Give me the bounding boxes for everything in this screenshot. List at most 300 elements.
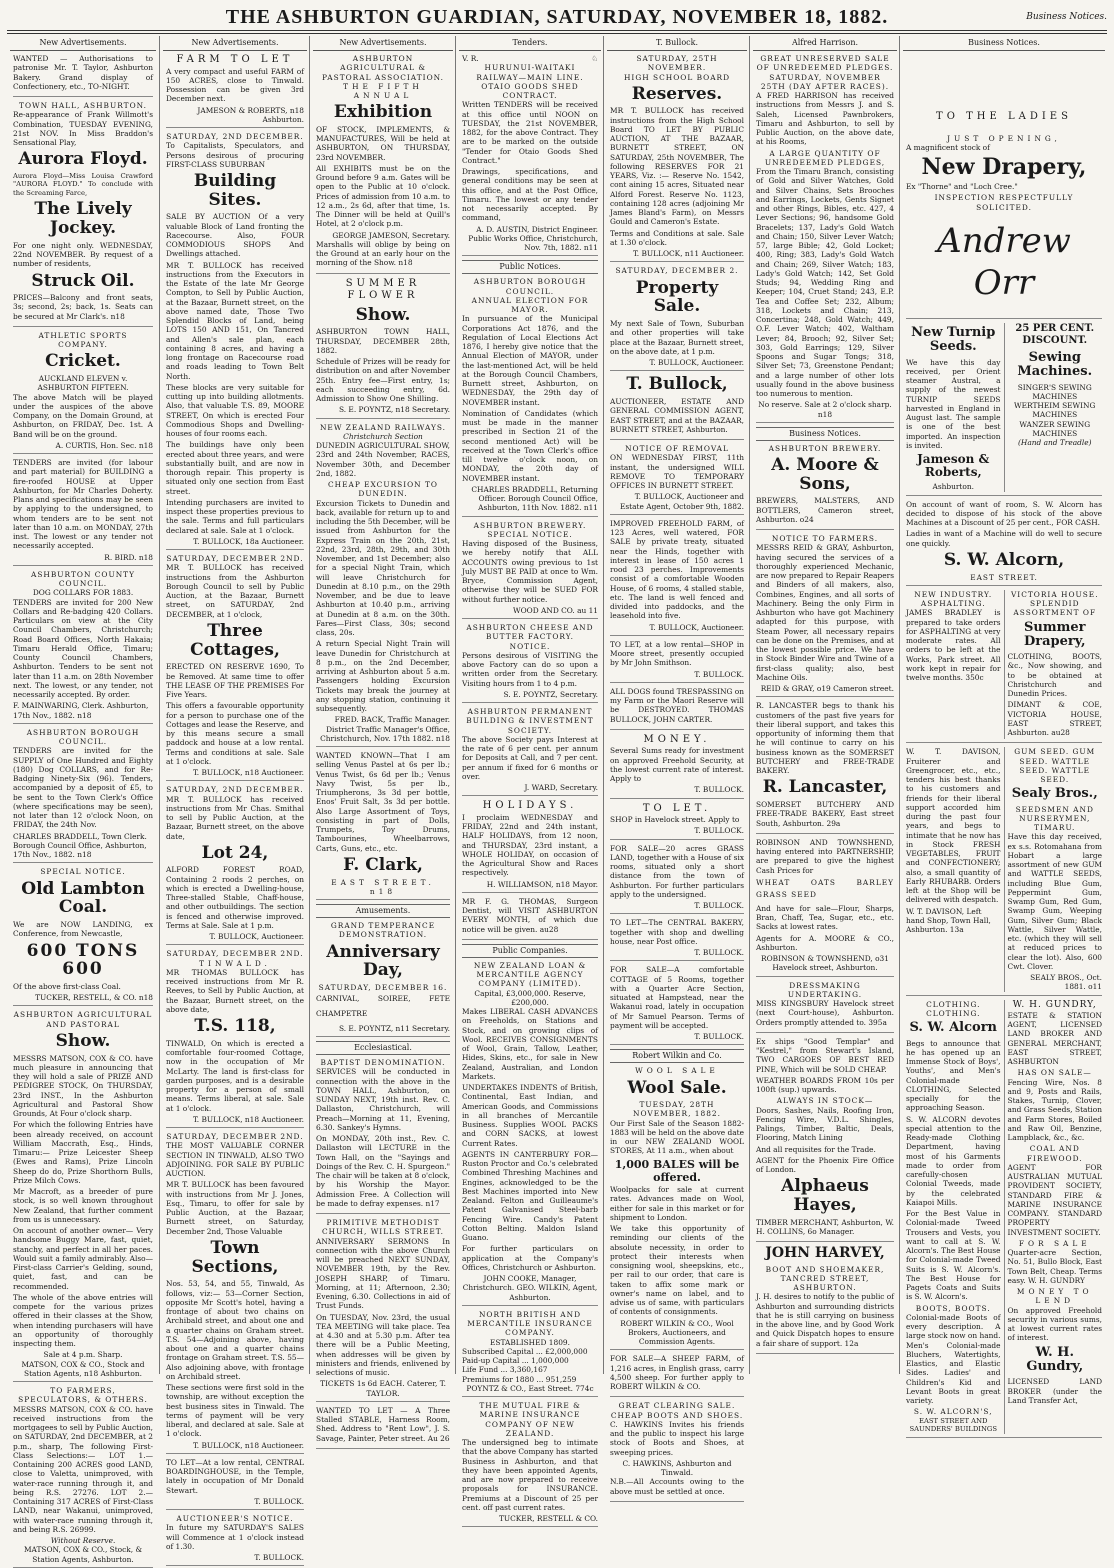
advert-text: WANZER SEWING MACHINES	[1019, 419, 1091, 438]
finance-row: Paid-up Capital ... 1,000,000	[462, 1356, 569, 1365]
advert-text: Intending purchasers are invited to inspect these properties previous to the sale. Terms and full particulars declared at sale. Sale at 1 o'clock.	[166, 497, 304, 535]
advert-heading: HOLIDAYS.	[482, 800, 578, 812]
advert-clark	[316, 751, 450, 900]
advert-text: Quarter-acre Section, No. 51, Bullo Block, East Town Belt, Cheap. Terms easy. W. H. GUNDRY	[1007, 1248, 1102, 1285]
advert-text: UNDERTAKES INDENTS of British, Continental, East Indian, and American Goods, and Commissions in all branches of Mercantile Business. Supplies WOOL PACKS and CORN SACKS, at lowest Current Rates.	[462, 1083, 598, 1148]
advert-signatory: T. BULLOCK.	[694, 785, 744, 795]
advert-text: EAST STREET.	[970, 572, 1038, 582]
advert-text: Fencing Wire, Nos. 8 and 9, Posts and Rails, Stakes, Turnip, Clover, and Grass Seeds, Station and Farm Stores, Boiled and Raw Oil, Benzine, Lampblack, &c., &c.	[1007, 1077, 1102, 1143]
advert-heading: TO FARMERS, SPECULATORS, & OTHERS.	[18, 1386, 148, 1405]
advert-date: SATURDAY, DECEMBER 16.	[318, 982, 448, 992]
advert-text: SERVICES will be conducted in connection with the above in the TOWN HALL, Ashburton, on SUNDAY NEXT, 19th inst. Rev. C. Dallaston, Christchurch, will Preach—Morning at 11, Evening, 6.30. Sankey's Hymns.	[316, 1067, 450, 1132]
advert-town-sections	[166, 1132, 304, 1454]
advert-text: ASHBURTON TOWN HALL, THURSDAY, DECEMBER 28th, 1882.	[316, 327, 450, 355]
finance-row: Life Fund ... 3,360,167	[462, 1365, 548, 1375]
advert-text: WANTED — Authorisations to patronise Mr. T. Taylor, Ashburton Bakery. Grand display of Confectionery, etc., TO-NIGHT.	[13, 54, 153, 91]
advert-railways	[316, 423, 450, 748]
advert-text: These blocks are very suitable for cutting up into building allotments. Also, that valuable T.S. 89, MOORE STREET, On which is erected Four Commodious Shops and Dwelling-houses of four rooms each.	[166, 382, 304, 439]
advert-text: Mr Macroft, as a breeder of pure stock, is so well known throughout New Zealand, that further comment from us is unnecessary.	[13, 1187, 153, 1224]
advert-sheep-farm	[610, 1354, 744, 1397]
advert-signatory: ROBINSON & TOWNSHEND, o31 Havelock street, Ashburton.	[761, 954, 889, 973]
advert-title: Jameson & Roberts,	[917, 452, 990, 480]
advert-central-bakery	[610, 918, 744, 961]
advert-subheading: A LARGE QUANTITY OF UNREDEEMED PLEDGES,	[764, 148, 886, 167]
advert-signatory: S. E. POYNTZ, Secretary.	[503, 689, 598, 699]
advert-title: T. Bullock,	[626, 374, 728, 395]
advert-text: TENDERS are invited for 200 New Collars and Re-badging 420 Collars. Particulars on view at the City Council Chambers, Christchurch; Road Board Offices, North Hakaia; Timaru Herald Office, Timaru; County Council Chambers, Ashburton. Tenders to be sent not later than 11 a.m. on 28th November next. The lowest, or any tender, not necessarily accepted. By order.	[13, 597, 153, 700]
advert-signatory: JAMESON & ROBERTS, n18 Ashburton.	[197, 105, 304, 124]
advert-red-pine	[756, 1037, 894, 1242]
advert-text: Ladies in want of a Machine will do well to secure one quickly.	[906, 529, 1102, 548]
advert-text: Of the above first-class Coal.	[13, 981, 121, 991]
advert-title: Town Sections,	[191, 1237, 279, 1277]
advert-text: From the Timaru Branch, consisting of Gold and Silver Watches, Gold and Silver Chains, Sets Brooches and Earrings, Lockets, Gents Signet and other Rings, Bibles, etc. 427, 4 Lever Sections; 96, handsome Gold Bracelets; 137, Lady's Gold Watch and Chain; 150, Silver Lever Watch; 57, large Bible; 42, Gold Locket; 400, Ring; 383, Lady's Gold Watch and Chain; 269, Silver Watch; 183, Lady's Gold Watch; 142, Set Gold Studs; 94, Wedding Ring and Keeper; 104, Cruet Stand; 243, E.P. Tea and Coffee Set; 232, Album; 318, Lockets and Chain; 213, Concertina; 248, Gold Watch; 449, O.F. Lever Watch; 402, Waltham Lever; 84, Brooch; 92, Silver Set; 303, Gold Earrings; 129, Silver Spoons and Sugar Tongs; 318, Silver Set; 73, Greenstone Pendant; and a large number of other lots usually found in the above business too numerous to mention.	[756, 167, 894, 398]
advert-title: JOHN HARVEY,	[765, 1245, 885, 1262]
advert-text: A very compact and useful FARM of 150 ACRES, close to Tinwald. Possession can be given 3rd December next.	[166, 66, 304, 104]
advert-heading: GREAT UNRESERVED SALE OF UNREDEEMED PLEDGES.	[756, 54, 894, 73]
advert-text: ON WEDNESDAY FIRST, 11th instant, the undersigned WILL REMOVE TO TEMPORARY OFFICES IN BURNETT STREET.	[610, 453, 744, 490]
advert-signatory: ROBERT WILKIN & CO., Wool Brokers, Auctioneers, and Commission Agents.	[620, 1318, 734, 1347]
crest-letters: V. R.	[462, 54, 479, 63]
advert-text: Makes LIBERAL CASH ADVANCES on Freeholds, on Stations and Stock, and on growing clips of Wool. RECEIVES CONSIGNMENTS of Wool, Grain, Tallow, Leather, Hides, Skins, etc., for sale in New Zealand, Australian, and London Markets.	[462, 1007, 598, 1081]
advert-text: In future my SATURDAY'S SALES will Commence at 1 o'clock instead of 1.30.	[166, 1523, 304, 1551]
advert-text: AGENT FOR AUSTRALIAN MUTUAL PROVIDENT SOCIETY, STANDARD FIRE & MARINE INSURANCE COMPANY. STANDARD PROPERTY INVESTMENT SOCIETY.	[1007, 1162, 1102, 1237]
advert-text: TIMBER MERCHANT, Ashburton, W. H. COLLINS, 6o Manager.	[756, 1217, 894, 1237]
advert-t-bullock	[610, 375, 744, 440]
column-heading: New Advertisements.	[10, 36, 156, 51]
advert-text: In pursuance of the Municipal Corporations Act 1876, and the Regulation of Local Elections Act 1876, I hereby give notice that the Annual Election of MAYOR, under the last-mentioned Act, will be held at the Borough Council Chambers, Burnett street, Ashburton, on WEDNESDAY, the 29th day of NOVEMBER instant.	[462, 314, 598, 407]
advert-subheading: Christchurch Section	[343, 431, 423, 441]
advert-pledges	[756, 54, 894, 423]
column-heading: Business Notices.	[903, 36, 1105, 51]
advert-split-row	[906, 323, 1102, 496]
advert-heading: NORTH BRITISH AND MERCANTILE INSURANCE COMPANY.	[467, 1309, 593, 1338]
advert-title: Old Lambton Coal.	[21, 878, 145, 918]
section-heading: Robert Wilkin and Co.	[610, 1049, 744, 1063]
advert-date: SATURDAY, DECEMBER 2.	[615, 266, 739, 276]
advert-text: For further particulars on application at the Company's Offices, Christchurch or Ashburton.	[462, 1244, 598, 1272]
finance-row: Subscribed Capital ... £2,000,000	[462, 1346, 588, 1356]
advert-text: A FRED HARRISON has received instructions from Messrs J. and S. Saleh, Licensed Pawnbrokers, Timaru and Ashburton, to sell by Public Auction, on the above date, at his Rooms,	[756, 91, 894, 147]
advert-signatory: FRED. BACK, Traffic Manager. District Traffic Manager's Office, Christchurch, Nov. 17th 1882. n18	[320, 715, 450, 743]
advert-money	[610, 734, 744, 799]
advert-text: Nos. 53, 54, and 55, Tinwald, As follows, viz:— 53—Corner Section, opposite Mr Scott's hotel, having a frontage of about two chains on Archibald street, and about one and a quarter chains on Graham street. T.S. 54—Adjoining above, having about one and a quarter chains frontage on Graham street. T.S. 55—Also adjoining above, with frontage on Archibald street.	[166, 1279, 304, 1381]
advert-text: JAMES BRADLEY is prepared to take orders for ASPHALTING at very moderate rates. All orders to be left at the Works, Park street. All work kept in repair for twelve months. 350c	[906, 608, 1001, 683]
advert-text: WEATHER BOARDS FROM 10s per 100ft (sup.) upwards.	[756, 1075, 894, 1095]
advert-title: Reserves.	[631, 83, 723, 104]
advert-signatory: CHARLES BRADDELL, Returning Officer. Borough Council Office, Ashburton, 11th Nov. 1882. n11	[471, 484, 598, 513]
advert-text: MR T. BULLOCK has received instructions from the Executors in the Estate of the late Mr George Compton, to Sell by Public Auction, at the Bazaar, Burnett street, on the above named date, Those Two Splendid Blocks of Land, being LOTS 150 AND 151, On Tancred and Allen's sale plan, each containing 8 acres, and having a long frontage on Racecourse road and roads leading to Town Belt North.	[166, 260, 304, 381]
advert-cheese-factory	[462, 623, 598, 703]
signature-andrew-orr: Andrew Orr	[937, 220, 1071, 304]
advert-text: MISS KINGSBURY Havelock street (next Court-house), Ashburton. Orders promptly attended to. 395a	[756, 999, 894, 1027]
advert-property-sale	[610, 266, 744, 371]
advert-subheading: BOOTS, BOOTS.	[915, 1303, 991, 1313]
advert-heading: NEW INDUSTRY. ASPHALTING.	[914, 589, 993, 609]
advert-text: PRICES—Balcony and front seats, 3s; second, 2s; back, 1s. Seats can be secured at Mr Clark's. n18	[13, 293, 153, 321]
advert-lot-24	[166, 785, 304, 945]
advert-text: MR T. BULLOCK has received instructions from the High School Board TO LET BY PUBLIC AUCTION, AT THE BAZAAR, BURNETT STREET, ON SATURDAY, 25th NOVEMBER, The following RESERVES FOR 21 YEARS, Viz. :— Reserve No. 1542, cont aining 15 acres, Situated near Alford Forest. Reserve No. 1123, containing 128 acres (adjoining Mr James Bland's Farm), on Messrs Gould and Cameron's Estate.	[610, 106, 744, 227]
advert-borough-council	[13, 728, 153, 864]
advert-text: ANNIVERSARY SERMONS In connection with the above Church will be preached NEXT SUNDAY, NOVEMBER 19th, by the Rev. JOSEPH SHARP, of Timaru. Morning, at 11; Afternoon, 2.30; Evening, 6.30. Collections in aid of Trust Funds.	[316, 1236, 450, 1311]
advert-title: Summer Drapery,	[1023, 619, 1086, 649]
advert-heading: ASHBURTON PERMANENT BUILDING & INVESTMENT SOCIETY.	[466, 707, 594, 735]
advert-dentist	[462, 897, 598, 940]
advert-title: Building Sites.	[193, 171, 277, 210]
advert-heading: FARM TO LET	[176, 54, 294, 65]
advert-methodist	[316, 1218, 450, 1402]
advert-coal	[13, 867, 153, 1006]
advert-signatory: MATSON, COX & CO., Stock and Station Agents, n18 Ashburton.	[21, 1359, 145, 1378]
advert-date: SATURDAY, DECEMBER 2ND.	[166, 949, 304, 959]
advert-text: The buildings have only been erected about three years, and were substantially built, and are now in thorough repair. This property is situated only one section from East street.	[166, 440, 304, 496]
advert-signatory: A. CURTIS, Hon. Sec. n18	[55, 440, 153, 450]
masthead	[7, 6, 1107, 28]
advert-text: We take this opportunity of reminding our clients of the absolute necessity, in order to protect their interests when consigning wool, sheepskins, etc., per rail to our order, that care is taken to affix some mark or owner's name on label, and to advise us of same, with particulars of contents of consignments.	[610, 1224, 744, 1317]
advert-text: S. W. ALCORN devotes special attention to the Ready-made Clothing Department, having most of his Garments made to order from carefully-chosen Colonial Tweeds, made by the celebrated Kaiapoi Mills.	[906, 1114, 1001, 1207]
advert-signatory: REID & GRAY, o19 Cameron street.	[760, 684, 894, 694]
advert-subheading: SPLENDID ASSORTMENT OF	[1013, 599, 1097, 618]
advert-auctioneer-notice	[166, 1514, 304, 1566]
advert-text: All EXHIBITS must be on the Ground before 9 a.m. Gates will be open to the Public at 10 o'clock. Prices of admission from 10 a.m. to 12 a.m., 2s 6d, after that time, 1s. The Dinner will be held at Quill's Hotel, at 2 o'clock p.m.	[316, 163, 450, 229]
advert-heading: NOTICE TO FARMERS.	[771, 534, 879, 544]
column-heading: New Advertisements.	[313, 36, 453, 51]
advert-heading: NEW ZEALAND LOAN & MERCANTILE AGENCY COMPANY (LIMITED).	[473, 960, 587, 989]
advert-lancaster	[756, 701, 894, 833]
advert-text: I proclaim WEDNESDAY and FRIDAY, 22nd and 24th instant, HALF HOLIDAYS, from 12 noon, and THURSDAY, 23rd instant, a WHOLE HOLIDAY, on occasion of the Agricultural Show and Races respectively.	[462, 812, 598, 878]
advert-signatory: T. BULLOCK.	[694, 669, 744, 679]
advert-signatory: T. BULLOCK, Auctioneer.	[649, 358, 744, 368]
advert-text: And have for sale—Flour, Sharps, Bran, Chaff, Tea, Sugar, etc., etc. Sacks at lowest rates.	[756, 903, 894, 932]
advert-clearing-sale	[610, 1401, 744, 1502]
advert-signatory: T. BULLOCK.	[694, 901, 744, 910]
advert-split-row-2	[906, 590, 1102, 744]
advert-farmers	[13, 1386, 153, 1568]
advert-asphalting	[906, 590, 1005, 740]
advert-text: No reserve. Sale at 2 o'clock sharp. n18	[758, 400, 892, 419]
advert-wool-sale	[610, 1066, 744, 1350]
advert-text: Have this day received, ex s.s. Rotomahana from Hobart a large assortment of new GUM and WATTLE SEEDS, including Blue Gum, Peppermint Gum, Swamp Gum, Red Gum, Swamp Gum, Weeping Gum, Silver Gum; Black Wattle, Silver Wattle, etc. (which they will sell at reduced prices to clear the lot). Also, 600 Cwt. Clover.	[1007, 832, 1102, 971]
advert-signatory: S. E. POYNTZ, n18 Secretary.	[338, 405, 450, 415]
crest-icon: ♘	[591, 54, 598, 63]
advert-date: SATURDAY, 25TH NOVEMBER.	[636, 54, 718, 73]
advert-text: On account of want of room, S. W. Alcorn has decided to dispose of his stock of the above Machines at a Discount of 25 per cent., FOR CASH.	[906, 499, 1102, 528]
advert-text: On account of another owner— Very handsome Buggy Mare, fast, quiet, stanchy, and perfect in all her paces. Would suit a family admirably. Also— First-class Carrier's Gelding, sound, quiet, fast, and can be recommended.	[13, 1226, 153, 1291]
advert-subheading: DOG COLLARS FOR 1883.	[32, 588, 134, 598]
advert-subheading: THE FIFTH ANNUAL	[343, 81, 423, 100]
advert-text: THE MOST VALUABLE CORNER SECTION IN TINWALD, ALSO TWO ADJOINING. FOR SALE BY PUBLIC AUCTION.	[166, 1141, 304, 1179]
advert-heading: VICTORIA HOUSE.	[1010, 589, 1099, 599]
advert-signatory: C. HAWKINS, Ashburton and Tinwald.	[622, 1458, 732, 1478]
advert-text: Ex "Thorne" and "Loch Cree."	[906, 182, 1018, 192]
advert-andrew-orr	[906, 111, 1102, 319]
advert-subheading: ESTABLISHED 1809.	[490, 1337, 570, 1347]
advert-signatory: JOHN COOKE, Manager, Christchurch. GEO. WILKIN, Agent, Ashburton.	[462, 1274, 598, 1302]
advert-title: New Drapery,	[921, 154, 1087, 180]
advert-text: Aurora Floyd—Miss Louisa Crawford "AURORA FLOYD." To conclude with the Screaming Farce,	[13, 171, 153, 197]
crest-row	[462, 54, 598, 63]
advert-text: SINGER'S SEWING MACHINES	[1017, 382, 1092, 401]
advert-signatory: F. MAINWARING, Clerk. Ashburton, 17th Nov., 1882. n18	[13, 701, 149, 720]
advert-gundry	[1005, 1000, 1103, 1434]
section-heading: Amusements.	[316, 904, 450, 918]
advert-subheading: BOOT AND SHOEMAKER, TANCRED STREET, ASHBURTON.	[765, 1264, 885, 1293]
advert-heading: TO THE LADIES	[936, 111, 1072, 122]
advert-heading: AUCTIONEER'S NOTICE.	[176, 1514, 294, 1523]
advert-title: S. W. Alcorn,	[943, 549, 1065, 570]
advert-title: Sealy Bros.,	[1011, 786, 1098, 802]
advert-subheading: INSPECTION RESPECTFULLY SOLICITED.	[934, 193, 1074, 212]
advert-heading: ASHBURTON COUNTY COUNCIL.	[31, 569, 135, 589]
column-heading: Tenders.	[459, 36, 601, 51]
play-title: Struck Oil.	[31, 270, 135, 291]
advert-text: TO LET—At a low rental, CENTRAL BOARDINGHOUSE, in the Temple, lately in occupation of Mr Donald Stewart.	[166, 1457, 304, 1495]
advert-text: Drawings, specifications, and general conditions may be seen at this office, and at the Post Office, Timaru. The lowest or any tender not necessarily accepted. By command,	[462, 167, 598, 223]
advert-signatory: CHARLES BRADDELL, Town Clerk. Borough Council Office, Ashburton, 17th Nov., 1882. n18	[13, 831, 147, 860]
advert-text: Our First Sale of the Season 1882-1883 will be held on the above date in our NEW ZEALAND WOOL STORES, At 11 a.m., when about	[610, 1118, 744, 1156]
advert-date: TUESDAY, 28TH NOVEMBER, 1882.	[633, 1100, 721, 1119]
advert-holidays	[462, 800, 598, 893]
advert-text: FOR SALE—A comfortable COTTAGE of 5 Rooms, together with a Quarter Acre Section, situated at Hampstead, near the Wakanui road, lately in occupation of Mr Samuel Pearson. Terms of payment will be accepted.	[610, 965, 744, 1030]
advert-date: SATURDAY, NOVEMBER 25TH (DAY AFTER RACES).	[760, 72, 890, 91]
advert-heading: THE MUTUAL FIRE & MARINE INSURANCE COMPANY OF NEW ZEALAND.	[479, 1401, 581, 1438]
advert-bakery	[13, 54, 153, 97]
advert-heading: MONEY TO LEND	[1016, 1287, 1093, 1306]
newspaper-title: THE ASHBURTON GUARDIAN, SATURDAY, NOVEMBER 18, 1882.	[225, 6, 889, 28]
advert-exhibition	[316, 54, 450, 274]
advert-text: MR T. BULLOCK has received instructions from Mr Chas. Smithal to sell by Public Auction, at the Bazaar, Burnett street, on the above date,	[166, 794, 304, 841]
advert-cricket	[13, 331, 153, 454]
advert-date: SATURDAY, 2ND DECEMBER.	[166, 785, 304, 795]
advert-split-row-3	[906, 747, 1102, 995]
advert-baptist	[316, 1058, 450, 1214]
advert-text: TENDERS are invited (for labour and part material) for BUILDING a fire-roofed HOUSE at Upper Ashburton, for Mr Charles Doherty. Plans and specifications may be seen by applying to the undersigned, to whom tenders are to be sent not later than 10 a.m. on MONDAY, 27th inst. The lowest or any tender not necessarily accepted.	[13, 458, 153, 551]
column-6	[749, 36, 900, 1374]
advert-reid-gray	[756, 534, 894, 697]
advert-text: MESSRS MATSON, COX & CO. have received instructions from the mortgagees to sell by Public Auction, on SATURDAY, 2nd DECEMBER, at 2 p.m., sharp, The following First-Class Selections:— LOT 1.—Containing 200 ACRES good LAND, close to Valetta, unimproved, with water-race running through it, and being R.S. 27276. LOT 2.—Containing 317 ACRES of First-Class LAND, near Wakanui, unimproved, with water-race running through it, and being R.S. 26999.	[13, 1404, 153, 1534]
advert-subheading: ALWAYS IN STOCK—	[776, 1096, 874, 1106]
advert-text: MESSRS MATSON, COX & CO. have much pleasure in announcing that they will hold a sale of PRIZE AND PEDIGREE STOCK, On THURSDAY, 23rd INST., In the Ashburton Agricultural and Pastoral Show Grounds, At Four o'clock sharp.	[13, 1053, 153, 1119]
advert-text: For one night only. WEDNESDAY, 22nd NOVEMBER. By request of a number of residents,	[13, 240, 153, 269]
advert-heading: ATHLETIC SPORTS COMPANY.	[38, 330, 128, 350]
advert-text: N.B.—All Accounts owing to the above must be settled at once.	[610, 1477, 744, 1496]
advert-north-british	[462, 1310, 598, 1397]
advert-title: A. Moore & Sons,	[771, 455, 879, 494]
advert-text: Marshalls will oblige by being on the Ground at an early hour on the morning of the Show. n18	[316, 239, 450, 268]
advert-text: WANTED TO LET — A Three Stalled STABLE, Harness Room, Shed. Address to "Rent Low", J. S. Savage, Painter, Peter street. Au 26	[316, 1405, 450, 1443]
advert-building-society	[462, 707, 598, 796]
advert-building-sites	[166, 132, 304, 550]
advert-signatory: WOOD AND CO. au 11	[513, 605, 598, 615]
advert-text: OF STOCK, IMPLEMENTS, & MANUFACTURES, Will be held at ASHBURTON, ON THURSDAY, 23rd NOVEMBER.	[316, 124, 450, 162]
advert-alcorn-machines	[906, 500, 1102, 586]
advert-signatory: SEALY BROS., Oct. 1881. o11	[1030, 973, 1102, 992]
advert-signatory: T. BULLOCK, 18a Auctioneer.	[193, 536, 304, 546]
advert-text: TO LET—The CENTRAL BAKERY, together with shop and dwelling house, near Post office.	[610, 918, 744, 946]
advert-signatory: TUCKER, RESTELL, & CO. n18	[35, 993, 153, 1003]
advert-john-harvey	[756, 1246, 894, 1354]
advert-signatory: A. D. AUSTIN, District Engineer. Public Works Office, Christchurch, Nov. 7th, 1882. n11	[468, 224, 598, 252]
advert-signatory: MATSON, COX & CO., Stock, & Station Agents, Ashburton.	[23, 1545, 143, 1564]
advert-text: EAST STREET AND SAUNDERS' BUILDINGS	[909, 1416, 998, 1434]
advert-heading: GRAND TEMPERANCE DEMONSTRATION.	[330, 921, 436, 940]
advert-text: Agents for A. MOORE & CO., Ashburton.	[756, 933, 894, 952]
advert-text: TO LET, at a low rental—SHOP in Moore street, presently occupied by Mr John Smithson.	[610, 639, 744, 668]
section-heading: Business Notices.	[756, 427, 894, 441]
advert-heading: 25 PER CENT. DISCOUNT.	[1015, 322, 1095, 347]
advert-title: Cricket.	[45, 351, 121, 372]
advert-heading: NOTICE OF REMOVAL	[625, 444, 729, 453]
advert-text: The undersigned beg to intimate that the above Company has started Business in Ashburton, and that they have been appointed Agents, and are now prepared to receive proposals for INSURANCE. Premiums at a Discount of 25 per cent. off past current rates.	[462, 1438, 599, 1512]
advert-text: Several Sums ready for investment on approved Freehold Security, at the lowest current rate of interest. Apply to	[610, 746, 744, 783]
advert-agricultural-show	[13, 1010, 153, 1382]
advert-date: SATURDAY, DECEMBER 2ND.	[166, 554, 304, 564]
advert-loan-agency	[462, 961, 598, 1306]
advert-subheading: Capital, £3,000,000. Reserve, £200,000.	[474, 988, 586, 1007]
advert-text: ERECTED ON RESERVE 1690, To be Removed. At same time to offer THE LEASE OF THE PREMISES For Five Years.	[166, 662, 304, 699]
advert-text: The whole of the above entries will compete for the various prizes offered in their classes at the Show, when intending purchasers will have an opportunity of thoroughly inspecting them.	[13, 1292, 153, 1349]
advert-heading: ASHBURTON BREWERY.	[473, 520, 587, 530]
advert-text: Re-appearance of Frank Willmott's Combination, TUESDAY EVENING, 21st NOV. In Miss Braddon's Sensational Play,	[13, 110, 153, 147]
advert-text: R. LANCASTER begs to thank his customers of the past five years for their liberal support, and takes this opportunity of informing them that he will continue to carry on his business known as the SOMERSET BUTCHERY and FREE-TRADE BAKERY.	[756, 701, 894, 776]
section-heading: Ecclesiastical.	[316, 1041, 450, 1055]
advert-title: R. Lancaster,	[762, 777, 888, 798]
column-3	[309, 36, 456, 1443]
column-7	[899, 36, 1108, 1434]
advert-heading: CLOTHING. CLOTHING.	[926, 999, 981, 1018]
advert-text: We have this day received, per Orient steamer Austral, a supply of the newest TURNIP SEEDS harvested in England in August last. The sample is one of the best imported. An inspection is invited.	[906, 357, 1001, 450]
advert-signatory: T. BULLOCK, n11 Auctioneer.	[632, 249, 744, 259]
advert-text: CARNIVAL, SOIREE, FETE CHAMPETRE	[316, 994, 450, 1018]
advert-title: Wool Sale.	[627, 1077, 727, 1098]
advert-heading: TOWN HALL, ASHBURTON.	[19, 101, 147, 110]
advert-text: TENDERS are invited for the SUPPLY of One Hundred and Eighty (180) Dog COLLARS, and for Re-Badging Ninety-Six (96). Tenders, accompanied by a deposit of £5, to be sent to the Town Clerk's Office (where specifications may be seen), not later than 12 o'clock Noon, on FRIDAY, the 24th Nov.	[13, 746, 153, 830]
advert-text: LICENSED LAND BROKER (under the Land Transfer Act,	[1007, 1377, 1102, 1405]
advert-title: Lot 24,	[201, 842, 269, 863]
advert-robinson-townshend	[756, 838, 894, 977]
advert-signatory: T. BULLOCK, Auctioneer and Estate Agent, October 9th, 1882.	[619, 492, 744, 511]
advert-text: J. H. desires to notify to the public of Ashburton and surrounding districts that he is still carrying on business in the above line, and by Good Work and Quick Dispatch hopes to ensure a fair share of support. 12a	[756, 1292, 894, 1348]
advert-heading: HURUNUI-WAITAKI RAILWAY—MAIN LINE.	[476, 63, 584, 82]
advert-title: Exhibition	[333, 102, 433, 123]
advert-signatory: S. W. ALCORN'S,	[913, 1407, 993, 1417]
advert-signatory: H. WILLIAMSON, n18 Mayor.	[486, 879, 598, 889]
advert-subheading: SPECIAL NOTICE.	[487, 529, 573, 539]
advert-clothing	[906, 1000, 1005, 1434]
advert-heading: ASHBURTON BREWERY.	[768, 443, 882, 453]
advert-signatory: DIMANT & COE, VICTORIA HOUSE, EAST STREET, Ashburton. au28	[1007, 700, 1102, 738]
masthead-section-label: Business Notices.	[1026, 12, 1107, 22]
advert-mayor-election	[462, 277, 598, 516]
advert-heading: GREAT CLEARING SALE. CHEAP BOOTS AND SHOES.	[610, 1401, 744, 1420]
advert-signatory: T. BULLOCK, Auctioneer.	[209, 932, 304, 942]
advert-subheading: OTAIO GOODS SHED CONTRACT.	[481, 81, 579, 100]
advert-date: SATURDAY, DECEMBER 2ND.	[166, 1132, 304, 1142]
advert-text: ROBINSON AND TOWNSHEND, having entered into PARTNERSHIP, are prepared to give the highest Cash Prices for	[756, 837, 894, 875]
advert-subheading: CHEAP EXCURSION TO DUNEDIN.	[328, 480, 438, 499]
advert-signatory: POYNTZ & CO., East Street. 774c	[466, 1383, 594, 1393]
advert-text: WERTHEIM SEWING MACHINES	[1014, 401, 1096, 420]
advert-heading: FOR SALE	[1018, 1238, 1091, 1248]
advert-flower-show	[316, 278, 450, 419]
advert-text: Sale at 4 p.m. Sharp.	[43, 1350, 123, 1360]
advert-signatory: T. BULLOCK, n18 Auctioneer.	[192, 1440, 304, 1450]
advert-text: AGENT for the Phoenix Fire Office of London.	[756, 1155, 894, 1175]
play-title: The Lively Jockey.	[34, 199, 132, 239]
advert-text: Written TENDERS will be received at this office until NOON on TUESDAY, the 21st NOVEMBER, 1882, for the above Contract. They are to be marked on the outside "Tender for Otaio Goods Shed Contract."	[462, 100, 598, 165]
advert-shop-to-let	[610, 640, 744, 683]
advert-text: SALE BY AUCTION Of a very valuable Block of Land fronting the Racecourse. Also, FOUR COMMODIOUS SHOPS And Dwellings attached.	[166, 212, 304, 259]
advert-text: C. HAWKINS Invites his friends and the public to inspect his large stock of Boots and Shoes, at sweeping prices.	[610, 1419, 744, 1457]
section-heading: Public Notices.	[462, 260, 598, 274]
advert-brewery-notice	[462, 521, 598, 620]
advert-text: On approved Freehold security in various sums, at lowest current rates of interest.	[1007, 1305, 1102, 1343]
advert-signatory: T. BULLOCK.	[694, 1032, 744, 1041]
advert-text: Colonial-made Boots of every description. A large stock now on hand. Men's Colonial-made Bluchers, Watertights, Elastics, and Elastic Sides. Ladies' and Children's Kid and Levant Boots in great variety.	[906, 1312, 1001, 1406]
advert-subheading: NOTICE.	[509, 641, 551, 651]
advert-text: MR T. BULLOCK has received instructions from the Ashburton Borough Council to sell by Public Auction, at the Bazaar, Burnett street, on SATURDAY, 2nd DECEMBER, at 1 o'clock,	[166, 563, 304, 619]
advert-brewery	[756, 444, 894, 530]
advert-heading: PRIMITIVE METHODIST CHURCH, WILLS STREET.	[322, 1218, 444, 1237]
advert-heading: NEW ZEALAND RAILWAYS.	[319, 422, 447, 432]
advert-heading: ASHBURTON AGRICULTURAL AND PASTORAL	[13, 1010, 153, 1029]
advert-signatory: R. BIRD. n18	[104, 552, 153, 562]
advert-text: And all requisites for the Trade.	[756, 1144, 876, 1154]
advert-text: Doors, Sashes, Nails, Roofing Iron, Fencing Wire, V.D.L. Shingles, Palings, Timber, Baltic, Deals, Flooring, Match Lining	[756, 1105, 894, 1143]
advert-text: ALFORD FOREST ROAD, Containing 2 roods 2 perches, on which is erected a Dwelling-house, Three-stalled Stable, Chaff-house, and other outbuildings. The section is fenced and otherwise improved. Terms at Sale. Sale at 1 p.m.	[166, 865, 304, 930]
advert-victoria-house	[1005, 590, 1103, 740]
advert-heading: SUMMER FLOWER	[345, 277, 421, 302]
column-heading: T. Bullock.	[607, 36, 747, 51]
advert-text: Without Reserve.	[50, 1536, 116, 1546]
advert-turnip	[906, 323, 1005, 492]
advert-havelock-shop	[610, 803, 744, 840]
advert-text: The above Match will be played under the auspices of the above Company, on the Domain Ground, at Ashburton, on FRIDAY, Dec. 1st. A Band will be on the ground.	[13, 392, 153, 439]
advert-text: TICKETS 1s 6d EACH. Caterer, T. TAYLOR.	[320, 1379, 446, 1398]
advert-subheading: JUST OPENING,	[947, 133, 1061, 143]
advert-subheading: SEEDSMEN AND NURSERYMEN, TIMARU.	[1015, 804, 1094, 833]
advert-freehold-farm	[610, 519, 744, 636]
advert-cottage	[610, 965, 744, 1045]
advert-title: Show.	[55, 1030, 111, 1051]
column-1	[7, 36, 159, 1564]
column-2	[159, 36, 310, 1562]
advert-signatory: T. BULLOCK.	[254, 1553, 304, 1562]
advert-text: EAST STREET. n18	[331, 877, 435, 896]
advert-title: New Turnip Seeds.	[911, 324, 996, 355]
advert-text: AUCTIONEER, ESTATE AND GENERAL COMMISSION AGENT, EAST STREET, and at the BAZAAR, BURNETT STREET, Ashburton.	[610, 397, 744, 434]
advert-text: This offers a favourable opportunity for a person to purchase one of the Cottages and lease the Reserve, and by this means secure a small paddock and house at a low rental. Terms and conditions at sale. Sale at 1 o'clock.	[166, 701, 304, 766]
masthead-rule	[7, 30, 1107, 34]
advert-text: FOR SALE—A SHEEP FARM, of 1,216 acres, in English grass, carry 4,500 sheep. For further apply to ROBERT WILKIN & CO.	[610, 1354, 744, 1392]
advert-date: SATURDAY, 2ND DECEMBER.	[166, 132, 304, 141]
advert-title: Anniversary Day,	[326, 941, 440, 981]
advert-reserves	[610, 54, 744, 262]
advert-text: A magnificent stock of	[906, 142, 990, 152]
newspaper-page	[7, 6, 1107, 1564]
advert-text: AGENTS IN CANTERBURY FOR—Ruston Proctor and Co.'s celebrated Combined Threshing Machines and Engines, acknowledged to be the Best Machines imported into New Zealand. Felton and Guilleaume's Patent Galvanised Steel-barb Fencing Wire. Candy's Patent Cotton Belting. Maldon Island Guano.	[462, 1149, 598, 1242]
advert-text: Persons desirous of VISITING the above Factory can do so upon a written order from the Secretary. Visiting hours from 1 to 4 p.m.	[462, 650, 598, 688]
column-5	[603, 36, 750, 1496]
advert-removal	[610, 444, 744, 515]
advert-heading: ASHBURTON BOROUGH COUNCIL.	[26, 727, 140, 747]
advert-text: Ashburton.	[932, 482, 974, 492]
advert-text: ESTATE & STATION AGENT, LICENSED LAND BROKER AND GENERAL MERCHANT, EAST STREET, ASHBURTON	[1007, 1010, 1102, 1067]
advert-text: The above Society pays Interest at the rate of 6 per cent. per annum for Deposits at Call, and 7 per cent. per annum if fixed for 6 months or over.	[462, 734, 598, 781]
advert-split-row-4	[906, 1000, 1102, 1438]
advert-trespass	[610, 687, 744, 730]
advert-text: To Capitalists, Speculators, and Persons desirous of procuring FIRST-CLASS SUBURBAN	[166, 141, 304, 169]
